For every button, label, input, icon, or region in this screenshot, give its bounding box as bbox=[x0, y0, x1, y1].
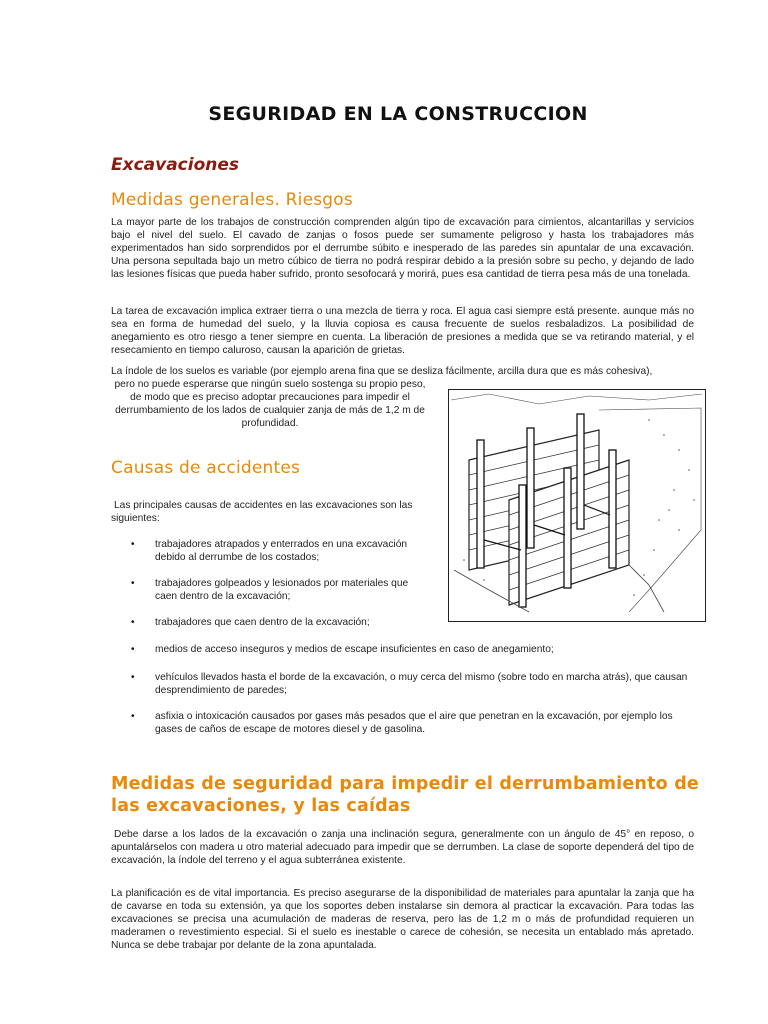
heading-causas-accidentes: Causas de accidentes bbox=[111, 458, 301, 478]
paragraph-tarea: La tarea de excavación implica extraer tierra o una mezcla de tierra y roca. El agua casi siempre está presente. aunque más no sea en forma de humedad del suelo, y la lluvia copiosa es causa frecuente de suelos resbaladizos. La posibilidad de anegamiento es otro riesgo a tener siempre en cuenta. La liberación de presiones a medida que se va retirando material, y el resecamiento en tiempo caluroso, causan la aparición de grietas. bbox=[111, 306, 694, 356]
page-title: SEGURIDAD EN LA CONSTRUCCION bbox=[208, 103, 588, 125]
accident-causes-list-4 bbox=[111, 643, 701, 656]
paragraph-suelos-rest: pero no puede esperarse que ningún suelo sostenga su propio peso, de modo que es preciso adoptar precauciones para impedir el derrumbamiento de los lados de cualquier zanja de más de 1,2 m de profundidad. bbox=[114, 379, 426, 429]
paragraph-causas: Las principales causas de accidentes en las excavaciones son las siguientes: bbox=[111, 500, 413, 524]
paragraph-medidas-2: La planificación es de vital importancia. Es preciso asegurarse de la disponibilidad de materiales para apuntalar la zanja que ha de cavarse en toda su extensión, ya que los soportes deben instalarse sin demora al practicar la excavación. Para todas las excavaciones se precisa una acumulación de maderas de reserva, pero las de 1,2 m o más de profundidad requieren un maderamen o revestimiento especial. Si el suelo es inestable o carece de cohesión, se necesita un entablado más apretado. Nunca se debe trabajar por delante de la zona apuntalada. bbox=[111, 888, 694, 951]
list-item: • trabajadores que caen dentro de la excavación; bbox=[131, 617, 370, 628]
list-item: • trabajadores golpeados y lesionados por materiales que caen dentro de la excavación; bbox=[131, 578, 409, 602]
bullet-icon: • bbox=[131, 578, 135, 589]
bullet-icon: • bbox=[131, 539, 135, 550]
bullet-icon: • bbox=[131, 711, 135, 722]
list-item: • trabajadores atrapados y enterrados en una excavación debido al derrumbe de los costados; bbox=[131, 539, 408, 563]
section-heading-excavaciones: Excavaciones bbox=[111, 155, 240, 175]
accident-causes-list-5 bbox=[111, 671, 701, 697]
paragraph-intro: La mayor parte de los trabajos de construcción comprenden algún tipo de excavación para cimientos, alcantarillas y servicios bajo el nivel del suelo. El cavado de zanjas o fosos puede ser sumamente peligroso y hasta los trabajadores más experimentados han sido sorprendidos por el derrumbe súbito e inesperado de las paredes sin apuntalar de una excavación. Una persona sepultada bajo un metro cúbico de tierra no podrá respirar debido a la presión sobre su pecho, y dejando de lado las lesiones físicas que pueda haber sufrido, pronto sesofocará y morirá, pues esa cantidad de tierra pesa más de una tonelada. bbox=[111, 217, 694, 280]
list-item: • medios de acceso inseguros y medios de escape insuficientes en caso de anegamiento; bbox=[131, 644, 554, 655]
paragraph-medidas-1: Debe darse a los lados de la excavación o zanja una inclinación segura, generalmente con un ángulo de 45° en reposo, o apuntalárselos con madera u otro material adecuado para impedir que se derrumben. La clase de soporte dependerá del tipo de excavación, la índole del terreno y el agua subterránea existente. bbox=[111, 829, 694, 866]
heading-medidas-generales: Medidas generales. Riesgos bbox=[111, 190, 353, 210]
bullet-icon: • bbox=[131, 617, 135, 628]
heading-medidas-seguridad: Medidas de seguridad para impedir el derrumbamiento de las excavaciones, y las caídas bbox=[111, 774, 699, 816]
paragraph-suelos-line1: La índole de los suelos es variable (por ejemplo arena fina que se desliza fácilmente, arcilla dura que es más cohesiva), bbox=[111, 366, 653, 377]
list-item: • asfixia o intoxicación causados por gases más pesados que el aire que penetran en la excavación, por ejemplo los gases de caños de escape de motores diesel y de gasolina. bbox=[131, 711, 673, 735]
list-item: • vehículos llevados hasta el borde de la excavación, o muy cerca del mismo (sobre todo en marcha atrás), que causan desprendimiento de paredes; bbox=[131, 672, 688, 696]
bullet-icon: • bbox=[131, 644, 135, 655]
accident-causes-list-2 bbox=[111, 577, 701, 603]
accident-causes-list bbox=[111, 538, 701, 564]
accident-causes-list-3 bbox=[111, 616, 701, 629]
accident-causes-list-6 bbox=[111, 710, 701, 736]
bullet-icon: • bbox=[131, 672, 135, 683]
